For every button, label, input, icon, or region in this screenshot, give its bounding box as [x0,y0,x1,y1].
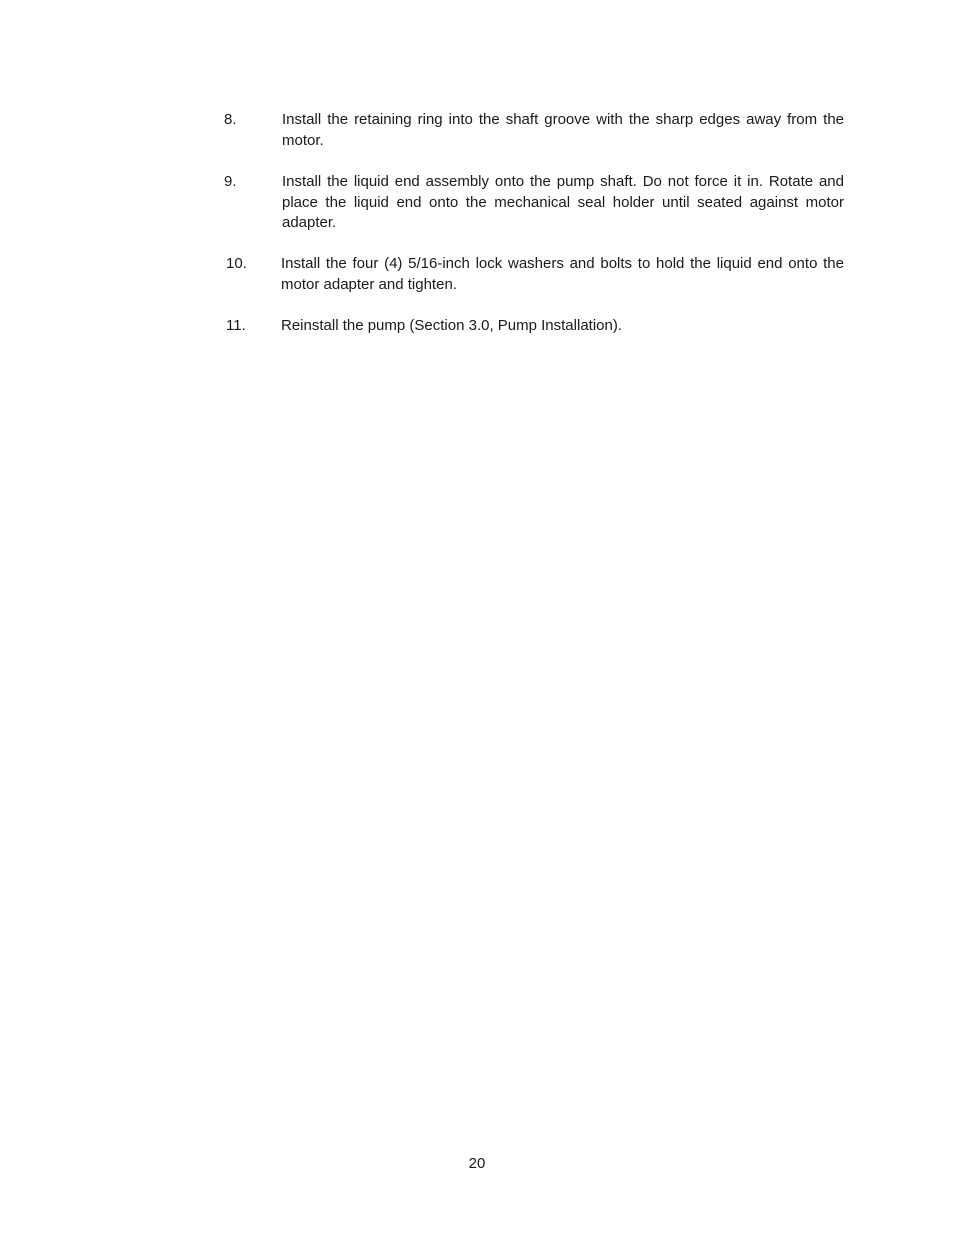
step-text: Install the four (4) 5/16-inch lock washers and bolts to hold the liquid end onto the motor adapter and tighten. [281,255,844,293]
list-item-step-11 [224,316,844,337]
step-text: Reinstall the pump (Section 3.0, Pump Installation). [281,317,623,334]
step-number: 8. [224,111,237,128]
list-item-step-9 [224,172,844,234]
step-text: Install the retaining ring into the shaft groove with the sharp edges away from the motor. [282,111,844,149]
step-number: 10. [226,255,247,272]
list-item-step-10 [224,254,844,295]
list-item-step-8 [224,110,844,151]
step-number: 9. [224,173,237,190]
page-number: 20 [468,1155,486,1172]
step-number: 11. [226,317,246,334]
step-text: Install the liquid end assembly onto the pump shaft. Do not force it in. Rotate and place the liquid end onto the mechanical seal holder until seated against motor adapter. [282,173,844,232]
